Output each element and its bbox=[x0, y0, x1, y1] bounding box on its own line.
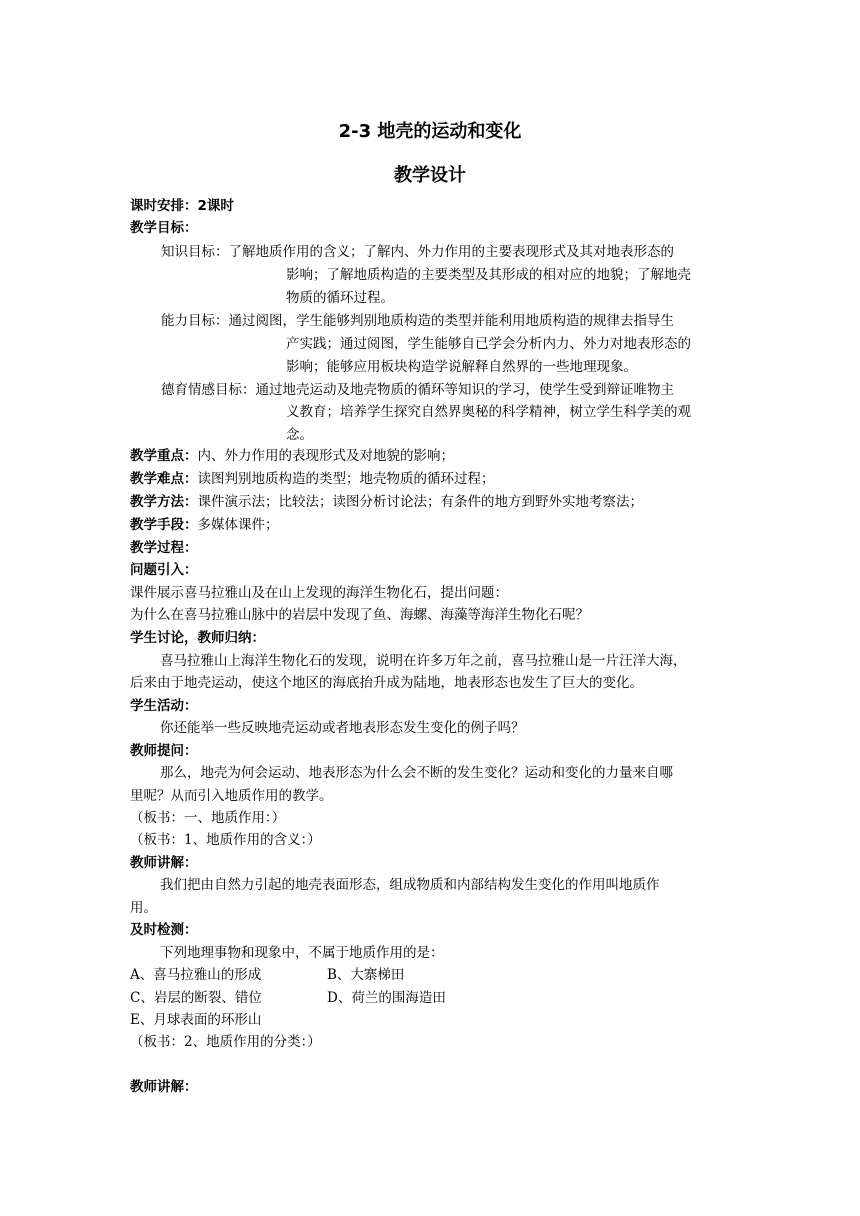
key-point-line bbox=[130, 445, 454, 467]
check-question: 下列地理事物和现象中，不属于地质作用的是： bbox=[160, 945, 444, 961]
difficulty-label: 教学难点： bbox=[130, 471, 198, 487]
discuss-line-2: 后来由于地壳运动，使这个地区的海底抬升成为陆地，地表形态也发生了巨大的变化。 bbox=[130, 675, 643, 691]
activity-heading: 学生活动： bbox=[130, 698, 198, 714]
option-a: A、喜马拉雅山的形成 bbox=[130, 967, 262, 983]
knowledge-goal-line-2: 影响；了解地质构造的主要类型及其形成的相对应的地貌；了解地壳 bbox=[286, 267, 691, 283]
moral-goal-line-1 bbox=[161, 379, 674, 401]
ability-goal-line-1 bbox=[161, 310, 674, 332]
discuss-line-1: 喜马拉雅山上海洋生物化石的发现，说明在许多万年之前，喜马拉雅山是一片汪洋大海， bbox=[160, 653, 687, 669]
option-e: E、月球表面的环形山 bbox=[130, 1012, 262, 1028]
check-heading: 及时检测： bbox=[130, 922, 198, 938]
question-line-2: 里呢？从而引入地质作用的教学。 bbox=[130, 788, 333, 804]
goals-heading: 教学目标： bbox=[130, 220, 198, 236]
explain-heading: 教师讲解： bbox=[130, 855, 198, 871]
discuss-heading: 学生讨论，教师归纳： bbox=[130, 630, 265, 646]
option-c: C、岩层的断裂、错位 bbox=[130, 990, 262, 1006]
explain-line-1: 我们把由自然力引起的地壳表面形态，组成物质和内部结构发生变化的作用叫地质作 bbox=[160, 877, 660, 893]
ability-goal-text-1: 通过阅图，学生能够判别地质构造的类型并能利用地质构造的规律去指导生 bbox=[228, 313, 674, 329]
question-heading: 教师提问： bbox=[130, 743, 198, 759]
difficulty-line bbox=[130, 468, 495, 490]
ability-goal-line-2: 产实践；通过阅图，学生能够自已学会分析内力、外力对地表形态的 bbox=[286, 336, 691, 352]
document-title: 2-3 地壳的运动和变化 bbox=[338, 121, 522, 142]
intro-line-1: 课件展示喜马拉雅山及在山上发现的海洋生物化石，提出问题： bbox=[130, 585, 508, 601]
difficulty-text: 读图判别地质构造的类型；地壳物质的循环过程； bbox=[197, 471, 495, 487]
moral-goal-label: 德育情感目标： bbox=[161, 382, 256, 398]
activity-line-1: 你还能举一些反映地壳运动或者地表形态发生变化的例子吗？ bbox=[160, 720, 525, 736]
intro-heading: 问题引入： bbox=[130, 562, 198, 578]
key-point-text: 内、外力作用的表现形式及对地貌的影响； bbox=[197, 448, 454, 464]
option-b: B、大寨梯田 bbox=[327, 967, 405, 983]
knowledge-goal-label: 知识目标： bbox=[161, 244, 229, 260]
ability-goal-line-3: 影响；能够应用板块构造学说解释自然界的一些地理现象。 bbox=[286, 359, 637, 375]
method-label: 教学方法： bbox=[130, 494, 198, 510]
means-label: 教学手段： bbox=[130, 517, 198, 533]
means-line bbox=[130, 514, 279, 536]
board-note-3: （板书：2、地质作用的分类：） bbox=[130, 1034, 321, 1050]
intro-line-2: 为什么在喜马拉雅山脉中的岩层中发现了鱼、海螺、海藻等海洋生物化石呢？ bbox=[130, 607, 589, 623]
moral-goal-line-3: 念。 bbox=[286, 427, 313, 443]
explain2-heading: 教师讲解： bbox=[130, 1079, 198, 1095]
method-line bbox=[130, 491, 643, 513]
ability-goal-label: 能力目标： bbox=[161, 313, 229, 329]
process-heading: 教学过程： bbox=[130, 540, 198, 556]
knowledge-goal-line-1 bbox=[161, 241, 674, 263]
knowledge-goal-text-1: 了解地质作用的含义；了解内、外力作用的主要表现形式及其对地表形态的 bbox=[228, 244, 674, 260]
means-text: 多媒体课件； bbox=[197, 517, 279, 533]
schedule-line: 课时安排：2课时 bbox=[130, 198, 234, 214]
moral-goal-text-1: 通过地壳运动及地壳物质的循环等知识的学习，使学生受到辩证唯物主 bbox=[255, 382, 674, 398]
explain-line-2: 用。 bbox=[130, 900, 157, 916]
knowledge-goal-line-3: 物质的循环过程。 bbox=[286, 290, 394, 306]
key-point-label: 教学重点： bbox=[130, 448, 198, 464]
board-note-2: （板书：1、地质作用的含义：） bbox=[130, 832, 321, 848]
method-text: 课件演示法；比较法；读图分析讨论法；有条件的地方到野外实地考察法； bbox=[197, 494, 643, 510]
board-note-1: （板书：一、地质作用：） bbox=[130, 810, 286, 826]
option-d: D、荷兰的围海造田 bbox=[327, 990, 446, 1006]
document-subtitle: 教学设计 bbox=[394, 165, 466, 186]
question-line-1: 那么，地壳为何会运动、地表形态为什么会不断的发生变化？运动和变化的力量来自哪 bbox=[160, 765, 673, 781]
moral-goal-line-2: 义教育；培养学生探究自然界奥秘的科学精神，树立学生科学美的观 bbox=[286, 404, 691, 420]
